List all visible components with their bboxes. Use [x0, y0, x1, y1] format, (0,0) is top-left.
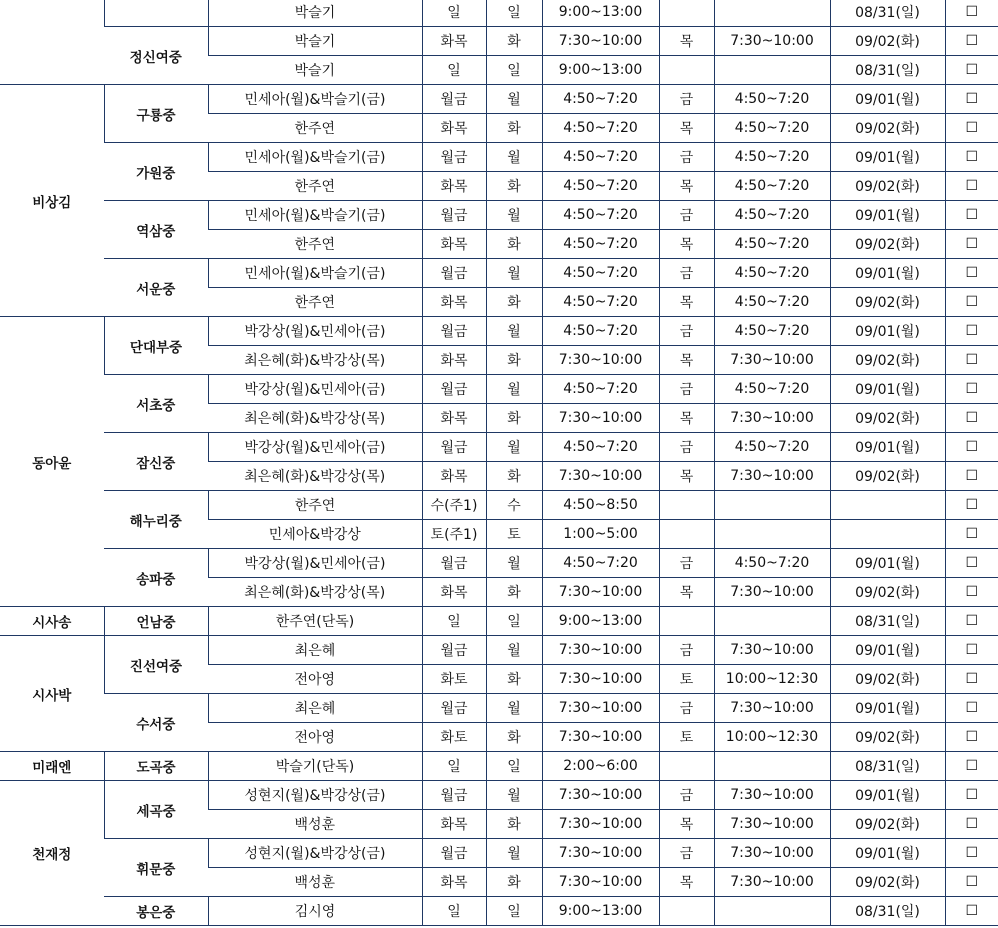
day1-cell: 화 [486, 462, 542, 491]
checkbox-icon[interactable]: ☐ [945, 781, 998, 810]
days-cell: 월금 [422, 85, 486, 114]
days-cell: 화목 [422, 810, 486, 839]
time2-cell: 4:50~7:20 [714, 143, 830, 172]
day1-cell: 월 [486, 839, 542, 868]
start-date-cell: 09/01(월) [830, 317, 945, 346]
checkbox-icon[interactable]: ☐ [945, 607, 998, 636]
school-cell: 도곡중 [104, 752, 208, 781]
checkbox-icon[interactable]: ☐ [945, 665, 998, 694]
start-date-cell: 09/01(월) [830, 694, 945, 723]
start-date-cell: 09/02(화) [830, 404, 945, 433]
start-date-cell: 08/31(일) [830, 897, 945, 926]
checkbox-icon[interactable]: ☐ [945, 85, 998, 114]
checkbox-icon[interactable]: ☐ [945, 839, 998, 868]
checkbox-icon[interactable]: ☐ [945, 868, 998, 897]
teacher-cell: 박강상(월)&민세아(금) [208, 317, 422, 346]
time1-cell: 7:30~10:00 [542, 810, 659, 839]
checkbox-icon[interactable]: ☐ [945, 375, 998, 404]
start-date-cell: 09/02(화) [830, 665, 945, 694]
table-row [0, 259, 998, 288]
day1-cell: 화 [486, 27, 542, 56]
start-date-cell: 09/01(월) [830, 549, 945, 578]
day2-cell: 금 [659, 839, 714, 868]
day1-cell: 월 [486, 259, 542, 288]
time1-cell: 7:30~10:00 [542, 665, 659, 694]
days-cell: 월금 [422, 317, 486, 346]
school-cell: 역삼중 [104, 201, 208, 259]
teacher-cell: 백성훈 [208, 868, 422, 897]
teacher-cell: 박슬기(단독) [208, 752, 422, 781]
time1-cell: 4:50~7:20 [542, 288, 659, 317]
day1-cell: 화 [486, 288, 542, 317]
start-date-cell: 09/01(월) [830, 143, 945, 172]
day1-cell: 일 [486, 607, 542, 636]
time2-cell: 7:30~10:00 [714, 839, 830, 868]
day2-cell: 목 [659, 578, 714, 607]
start-date-cell: 09/02(화) [830, 868, 945, 897]
teacher-cell: 박강상(월)&민세아(금) [208, 549, 422, 578]
time1-cell: 4:50~7:20 [542, 172, 659, 201]
teacher-cell: 민세아&박강상 [208, 520, 422, 549]
teacher-cell: 박강상(월)&민세아(금) [208, 375, 422, 404]
checkbox-icon[interactable]: ☐ [945, 288, 998, 317]
day2-cell: 금 [659, 433, 714, 462]
start-date-cell: 09/02(화) [830, 27, 945, 56]
day1-cell: 화 [486, 723, 542, 752]
checkbox-icon[interactable]: ☐ [945, 897, 998, 926]
day2-cell: 금 [659, 259, 714, 288]
day2-cell: 토 [659, 723, 714, 752]
start-date-cell: 09/01(월) [830, 201, 945, 230]
teacher-cell: 성현지(월)&박강상(금) [208, 839, 422, 868]
school-cell: 진선여중 [104, 636, 208, 694]
day1-cell: 화 [486, 346, 542, 375]
checkbox-icon[interactable]: ☐ [945, 143, 998, 172]
checkbox-icon[interactable]: ☐ [945, 549, 998, 578]
day1-cell: 화 [486, 172, 542, 201]
start-date-cell: 09/02(화) [830, 462, 945, 491]
teacher-cell: 박슬기 [208, 56, 422, 85]
day2-cell: 금 [659, 549, 714, 578]
day2-cell: 토 [659, 665, 714, 694]
start-date-cell: 08/31(일) [830, 607, 945, 636]
day2-cell [659, 520, 714, 549]
checkbox-icon[interactable]: ☐ [945, 810, 998, 839]
days-cell: 화토 [422, 665, 486, 694]
day2-cell: 금 [659, 317, 714, 346]
teacher-cell: 박슬기 [208, 27, 422, 56]
table-row [0, 143, 998, 172]
days-cell: 화목 [422, 288, 486, 317]
checkbox-icon[interactable]: ☐ [945, 462, 998, 491]
time1-cell: 7:30~10:00 [542, 27, 659, 56]
day1-cell: 화 [486, 810, 542, 839]
day1-cell: 일 [486, 56, 542, 85]
table-row [0, 636, 998, 665]
day1-cell: 월 [486, 781, 542, 810]
school-cell: 서운중 [104, 259, 208, 317]
checkbox-icon[interactable]: ☐ [945, 0, 998, 27]
day1-cell: 화 [486, 230, 542, 259]
time2-cell: 4:50~7:20 [714, 172, 830, 201]
time2-cell: 4:50~7:20 [714, 375, 830, 404]
days-cell: 수(주1) [422, 491, 486, 520]
table-row [0, 317, 998, 346]
days-cell: 월금 [422, 636, 486, 665]
school-cell: 송파중 [104, 549, 208, 607]
days-cell: 화목 [422, 578, 486, 607]
day1-cell: 월 [486, 694, 542, 723]
day2-cell: 금 [659, 636, 714, 665]
school-cell: 정신여중 [104, 27, 208, 85]
time2-cell: 10:00~12:30 [714, 723, 830, 752]
group-cell: 미래엔 [0, 752, 104, 781]
start-date-cell [830, 491, 945, 520]
time1-cell: 4:50~7:20 [542, 375, 659, 404]
day2-cell [659, 897, 714, 926]
checkbox-icon[interactable]: ☐ [945, 723, 998, 752]
day1-cell: 월 [486, 201, 542, 230]
day2-cell [659, 491, 714, 520]
days-cell: 월금 [422, 143, 486, 172]
group-cell: 시사박 [0, 636, 104, 752]
checkbox-icon[interactable]: ☐ [945, 114, 998, 143]
days-cell: 월금 [422, 694, 486, 723]
school-cell: 수서중 [104, 694, 208, 752]
time2-cell: 7:30~10:00 [714, 27, 830, 56]
time1-cell: 7:30~10:00 [542, 404, 659, 433]
time2-cell: 7:30~10:00 [714, 462, 830, 491]
time1-cell: 7:30~10:00 [542, 578, 659, 607]
days-cell: 월금 [422, 781, 486, 810]
checkbox-icon[interactable]: ☐ [945, 56, 998, 85]
time1-cell: 4:50~7:20 [542, 259, 659, 288]
time1-cell: 4:50~7:20 [542, 549, 659, 578]
start-date-cell: 09/01(월) [830, 433, 945, 462]
school-cell: 단대부중 [104, 317, 208, 375]
time2-cell: 4:50~7:20 [714, 317, 830, 346]
time2-cell [714, 897, 830, 926]
table-row [0, 491, 998, 520]
time1-cell: 2:00~6:00 [542, 752, 659, 781]
day2-cell [659, 0, 714, 27]
time1-cell: 4:50~8:50 [542, 491, 659, 520]
teacher-cell: 전아영 [208, 665, 422, 694]
day2-cell: 금 [659, 143, 714, 172]
school-cell: 잠신중 [104, 433, 208, 491]
day1-cell: 월 [486, 85, 542, 114]
day2-cell: 목 [659, 230, 714, 259]
day1-cell: 일 [486, 0, 542, 27]
table-row [0, 897, 998, 926]
day2-cell [659, 56, 714, 85]
time2-cell: 10:00~12:30 [714, 665, 830, 694]
days-cell: 월금 [422, 201, 486, 230]
table-row [0, 433, 998, 462]
start-date-cell: 09/02(화) [830, 723, 945, 752]
time1-cell: 9:00~13:00 [542, 56, 659, 85]
time2-cell: 7:30~10:00 [714, 868, 830, 897]
start-date-cell [830, 520, 945, 549]
time2-cell: 4:50~7:20 [714, 259, 830, 288]
days-cell: 일 [422, 0, 486, 27]
checkbox-icon[interactable]: ☐ [945, 636, 998, 665]
start-date-cell: 09/02(화) [830, 346, 945, 375]
checkbox-icon[interactable]: ☐ [945, 259, 998, 288]
days-cell: 화목 [422, 172, 486, 201]
days-cell: 월금 [422, 259, 486, 288]
day2-cell: 금 [659, 85, 714, 114]
day1-cell: 수 [486, 491, 542, 520]
time1-cell: 7:30~10:00 [542, 723, 659, 752]
time2-cell: 4:50~7:20 [714, 114, 830, 143]
start-date-cell: 09/01(월) [830, 839, 945, 868]
checkbox-icon[interactable]: ☐ [945, 230, 998, 259]
time1-cell: 7:30~10:00 [542, 839, 659, 868]
teacher-cell: 한주연(단독) [208, 607, 422, 636]
day2-cell: 금 [659, 694, 714, 723]
checkbox-icon[interactable]: ☐ [945, 346, 998, 375]
time2-cell: 7:30~10:00 [714, 578, 830, 607]
days-cell: 월금 [422, 375, 486, 404]
day2-cell: 금 [659, 375, 714, 404]
school-cell: 봉은중 [104, 897, 208, 926]
time1-cell: 4:50~7:20 [542, 317, 659, 346]
day1-cell: 토 [486, 520, 542, 549]
checkbox-icon[interactable]: ☐ [945, 404, 998, 433]
day1-cell: 월 [486, 636, 542, 665]
checkbox-icon[interactable]: ☐ [945, 694, 998, 723]
time2-cell [714, 56, 830, 85]
day2-cell: 목 [659, 868, 714, 897]
day2-cell: 목 [659, 810, 714, 839]
teacher-cell: 민세아(월)&박슬기(금) [208, 143, 422, 172]
table-row [0, 85, 998, 114]
day2-cell [659, 607, 714, 636]
day1-cell: 화 [486, 868, 542, 897]
start-date-cell: 09/01(월) [830, 781, 945, 810]
table-row [0, 27, 998, 56]
time2-cell: 4:50~7:20 [714, 85, 830, 114]
group-cell: 동아윤 [0, 317, 104, 607]
checkbox-icon[interactable]: ☐ [945, 317, 998, 346]
teacher-cell: 전아영 [208, 723, 422, 752]
checkbox-icon[interactable]: ☐ [945, 520, 998, 549]
time2-cell: 7:30~10:00 [714, 636, 830, 665]
teacher-cell: 민세아(월)&박슬기(금) [208, 201, 422, 230]
teacher-cell: 최은혜(화)&박강상(목) [208, 462, 422, 491]
table-row [0, 752, 998, 781]
time1-cell: 4:50~7:20 [542, 433, 659, 462]
table-row [0, 781, 998, 810]
time1-cell: 9:00~13:00 [542, 607, 659, 636]
day2-cell: 목 [659, 462, 714, 491]
time2-cell: 4:50~7:20 [714, 201, 830, 230]
checkbox-icon[interactable]: ☐ [945, 172, 998, 201]
day1-cell: 화 [486, 114, 542, 143]
day2-cell: 목 [659, 404, 714, 433]
start-date-cell: 09/02(화) [830, 810, 945, 839]
teacher-cell: 최은혜(화)&박강상(목) [208, 404, 422, 433]
checkbox-icon[interactable]: ☐ [945, 201, 998, 230]
teacher-cell: 백성훈 [208, 810, 422, 839]
table-row [0, 201, 998, 230]
day1-cell: 월 [486, 143, 542, 172]
time1-cell: 4:50~7:20 [542, 85, 659, 114]
group-cell [0, 0, 104, 85]
start-date-cell: 09/02(화) [830, 230, 945, 259]
table-row [0, 839, 998, 868]
checkbox-icon[interactable]: ☐ [945, 491, 998, 520]
start-date-cell: 09/02(화) [830, 172, 945, 201]
table-row [0, 375, 998, 404]
days-cell: 토(주1) [422, 520, 486, 549]
day1-cell: 일 [486, 752, 542, 781]
days-cell: 화목 [422, 346, 486, 375]
start-date-cell: 09/01(월) [830, 636, 945, 665]
school-cell: 서초중 [104, 375, 208, 433]
time2-cell: 7:30~10:00 [714, 346, 830, 375]
days-cell: 일 [422, 607, 486, 636]
day2-cell: 목 [659, 114, 714, 143]
checkbox-icon[interactable]: ☐ [945, 752, 998, 781]
days-cell: 일 [422, 56, 486, 85]
day2-cell: 목 [659, 27, 714, 56]
time1-cell: 4:50~7:20 [542, 201, 659, 230]
checkbox-icon[interactable]: ☐ [945, 27, 998, 56]
table-row [0, 694, 998, 723]
time1-cell: 7:30~10:00 [542, 636, 659, 665]
start-date-cell: 08/31(일) [830, 752, 945, 781]
day1-cell: 월 [486, 549, 542, 578]
time1-cell: 4:50~7:20 [542, 230, 659, 259]
checkbox-icon[interactable]: ☐ [945, 578, 998, 607]
time2-cell [714, 491, 830, 520]
day1-cell: 일 [486, 897, 542, 926]
checkbox-icon[interactable]: ☐ [945, 433, 998, 462]
time1-cell: 9:00~13:00 [542, 897, 659, 926]
days-cell: 화목 [422, 114, 486, 143]
school-cell: 구룡중 [104, 85, 208, 143]
teacher-cell: 최은혜 [208, 694, 422, 723]
school-cell: 해누리중 [104, 491, 208, 549]
teacher-cell: 민세아(월)&박슬기(금) [208, 85, 422, 114]
school-cell: 세곡중 [104, 781, 208, 839]
teacher-cell: 한주연 [208, 230, 422, 259]
time2-cell [714, 0, 830, 27]
day1-cell: 월 [486, 433, 542, 462]
day2-cell: 금 [659, 201, 714, 230]
teacher-cell: 최은혜(화)&박강상(목) [208, 346, 422, 375]
time1-cell: 7:30~10:00 [542, 868, 659, 897]
time1-cell: 1:00~5:00 [542, 520, 659, 549]
days-cell: 일 [422, 752, 486, 781]
teacher-cell: 한주연 [208, 288, 422, 317]
days-cell: 화목 [422, 868, 486, 897]
start-date-cell: 09/01(월) [830, 259, 945, 288]
time1-cell: 7:30~10:00 [542, 346, 659, 375]
time2-cell [714, 752, 830, 781]
school-cell: 가원중 [104, 143, 208, 201]
days-cell: 화토 [422, 723, 486, 752]
day2-cell: 목 [659, 172, 714, 201]
school-cell: 언남중 [104, 607, 208, 636]
time2-cell: 4:50~7:20 [714, 433, 830, 462]
day2-cell [659, 752, 714, 781]
start-date-cell: 09/01(월) [830, 375, 945, 404]
table-row [0, 549, 998, 578]
teacher-cell: 민세아(월)&박슬기(금) [208, 259, 422, 288]
teacher-cell: 한주연 [208, 491, 422, 520]
days-cell: 화목 [422, 404, 486, 433]
start-date-cell: 09/02(화) [830, 114, 945, 143]
days-cell: 월금 [422, 839, 486, 868]
time2-cell: 7:30~10:00 [714, 694, 830, 723]
time2-cell: 7:30~10:00 [714, 781, 830, 810]
start-date-cell: 09/01(월) [830, 85, 945, 114]
time2-cell [714, 607, 830, 636]
day1-cell: 월 [486, 317, 542, 346]
start-date-cell: 08/31(일) [830, 0, 945, 27]
teacher-cell: 박강상(월)&민세아(금) [208, 433, 422, 462]
teacher-cell: 한주연 [208, 172, 422, 201]
days-cell: 화목 [422, 462, 486, 491]
time1-cell: 7:30~10:00 [542, 694, 659, 723]
teacher-cell: 성현지(월)&박강상(금) [208, 781, 422, 810]
teacher-cell: 김시영 [208, 897, 422, 926]
start-date-cell: 09/02(화) [830, 578, 945, 607]
group-cell: 비상김 [0, 85, 104, 317]
day1-cell: 화 [486, 578, 542, 607]
time1-cell: 9:00~13:00 [542, 0, 659, 27]
teacher-cell: 한주연 [208, 114, 422, 143]
day2-cell: 목 [659, 288, 714, 317]
days-cell: 화목 [422, 230, 486, 259]
days-cell: 일 [422, 897, 486, 926]
teacher-cell: 최은혜(화)&박강상(목) [208, 578, 422, 607]
group-cell: 시사송 [0, 607, 104, 636]
time2-cell: 7:30~10:00 [714, 404, 830, 433]
time1-cell: 4:50~7:20 [542, 143, 659, 172]
time1-cell: 7:30~10:00 [542, 781, 659, 810]
school-cell [104, 0, 208, 27]
teacher-cell: 박슬기 [208, 0, 422, 27]
day1-cell: 화 [486, 404, 542, 433]
day2-cell: 목 [659, 346, 714, 375]
day2-cell: 금 [659, 781, 714, 810]
day1-cell: 화 [486, 665, 542, 694]
start-date-cell: 09/02(화) [830, 288, 945, 317]
group-cell: 천재정 [0, 781, 104, 926]
teacher-cell: 최은혜 [208, 636, 422, 665]
time2-cell: 7:30~10:00 [714, 810, 830, 839]
table-row [0, 607, 998, 636]
days-cell: 월금 [422, 549, 486, 578]
days-cell: 화목 [422, 27, 486, 56]
time1-cell: 7:30~10:00 [542, 462, 659, 491]
time2-cell: 4:50~7:20 [714, 288, 830, 317]
day1-cell: 월 [486, 375, 542, 404]
table-row [0, 0, 998, 27]
school-cell: 휘문중 [104, 839, 208, 897]
days-cell: 월금 [422, 433, 486, 462]
time2-cell: 4:50~7:20 [714, 230, 830, 259]
time2-cell [714, 520, 830, 549]
time1-cell: 4:50~7:20 [542, 114, 659, 143]
time2-cell: 4:50~7:20 [714, 549, 830, 578]
start-date-cell: 08/31(일) [830, 56, 945, 85]
